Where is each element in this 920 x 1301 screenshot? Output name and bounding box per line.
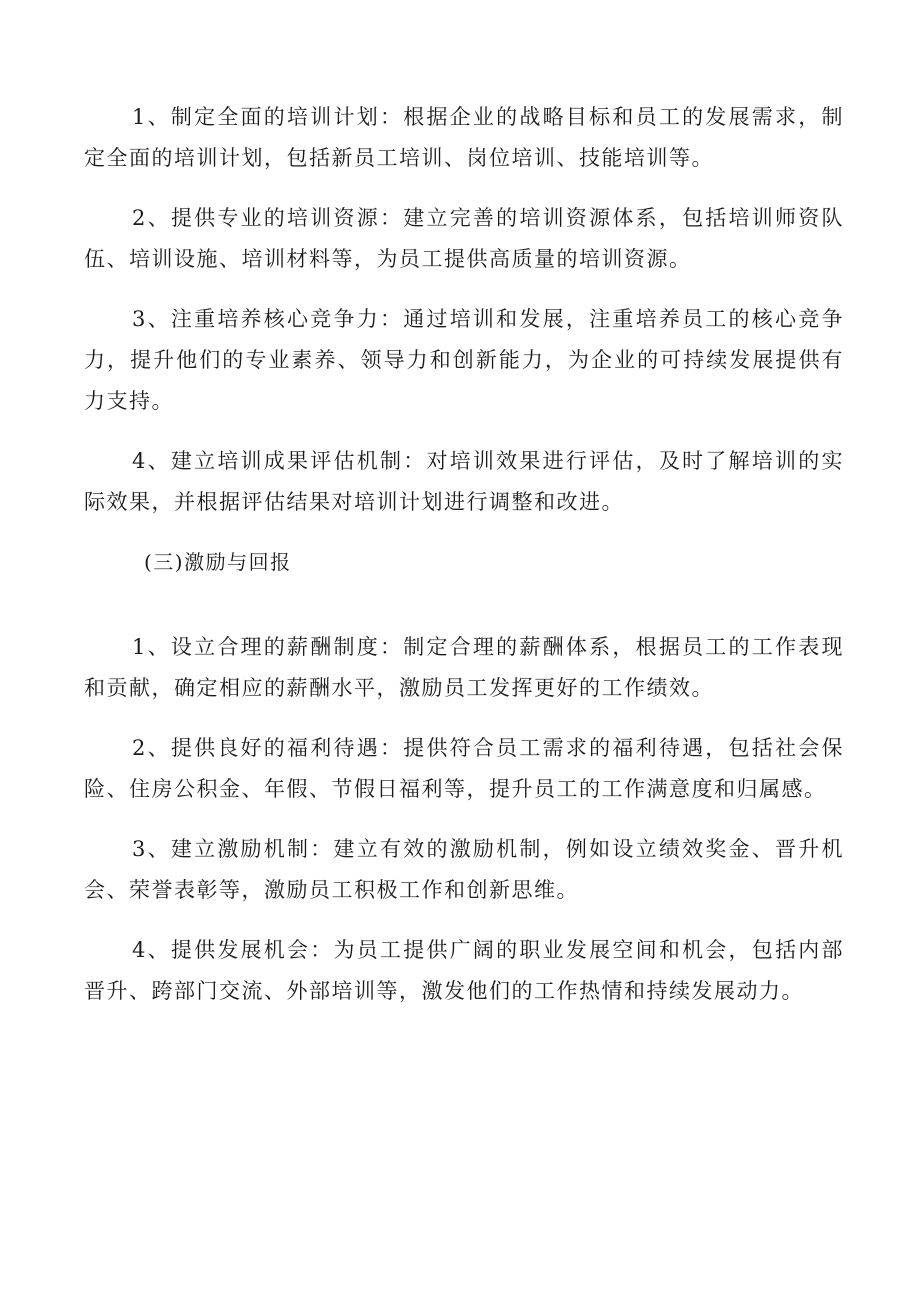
- document-body: [84, 97, 844, 1012]
- paragraph-incentive-mechanism: 3、建立激励机制：建立有效的激励机制，例如设立绩效奖金、晋升机会、荣誉表彰等，激励员工积极工作和创新思维。: [84, 837, 844, 902]
- paragraph-core-competence: 3、注重培养核心竞争力：通过培训和发展，注重培养员工的核心竞争力，提升他们的专业素养、领导力和创新能力，为企业的可持续发展提供有力支持。: [84, 307, 844, 413]
- paragraph-training-plan: 1、制定全面的培训计划：根据企业的战略目标和员工的发展需求，制定全面的培训计划，包括新员工培训、岗位培训、技能培训等。: [84, 105, 844, 170]
- paragraph-welfare-benefits: 2、提供良好的福利待遇：提供符合员工需求的福利待遇，包括社会保险、住房公积金、年假、节假日福利等，提升员工的工作满意度和归属感。: [84, 736, 844, 801]
- paragraph-training-evaluation: 4、建立培训成果评估机制：对培训效果进行评估，及时了解培训的实际效果，并根据评估结果对培训计划进行调整和改进。: [84, 449, 844, 514]
- paragraph-training-resources: 2、提供专业的培训资源：建立完善的培训资源体系，包括培训师资队伍、培训设施、培训材料等，为员工提供高质量的培训资源。: [84, 206, 844, 271]
- section-heading-incentives: (三)激励与回报: [144, 550, 292, 574]
- paragraph-development-opportunities: 4、提供发展机会：为员工提供广阔的职业发展空间和机会，包括内部晋升、跨部门交流、外部培训等，激发他们的工作热情和持续发展动力。: [84, 938, 844, 1003]
- paragraph-salary-system: 1、设立合理的薪酬制度：制定合理的薪酬体系，根据员工的工作表现和贡献，确定相应的薪酬水平，激励员工发挥更好的工作绩效。: [84, 635, 844, 700]
